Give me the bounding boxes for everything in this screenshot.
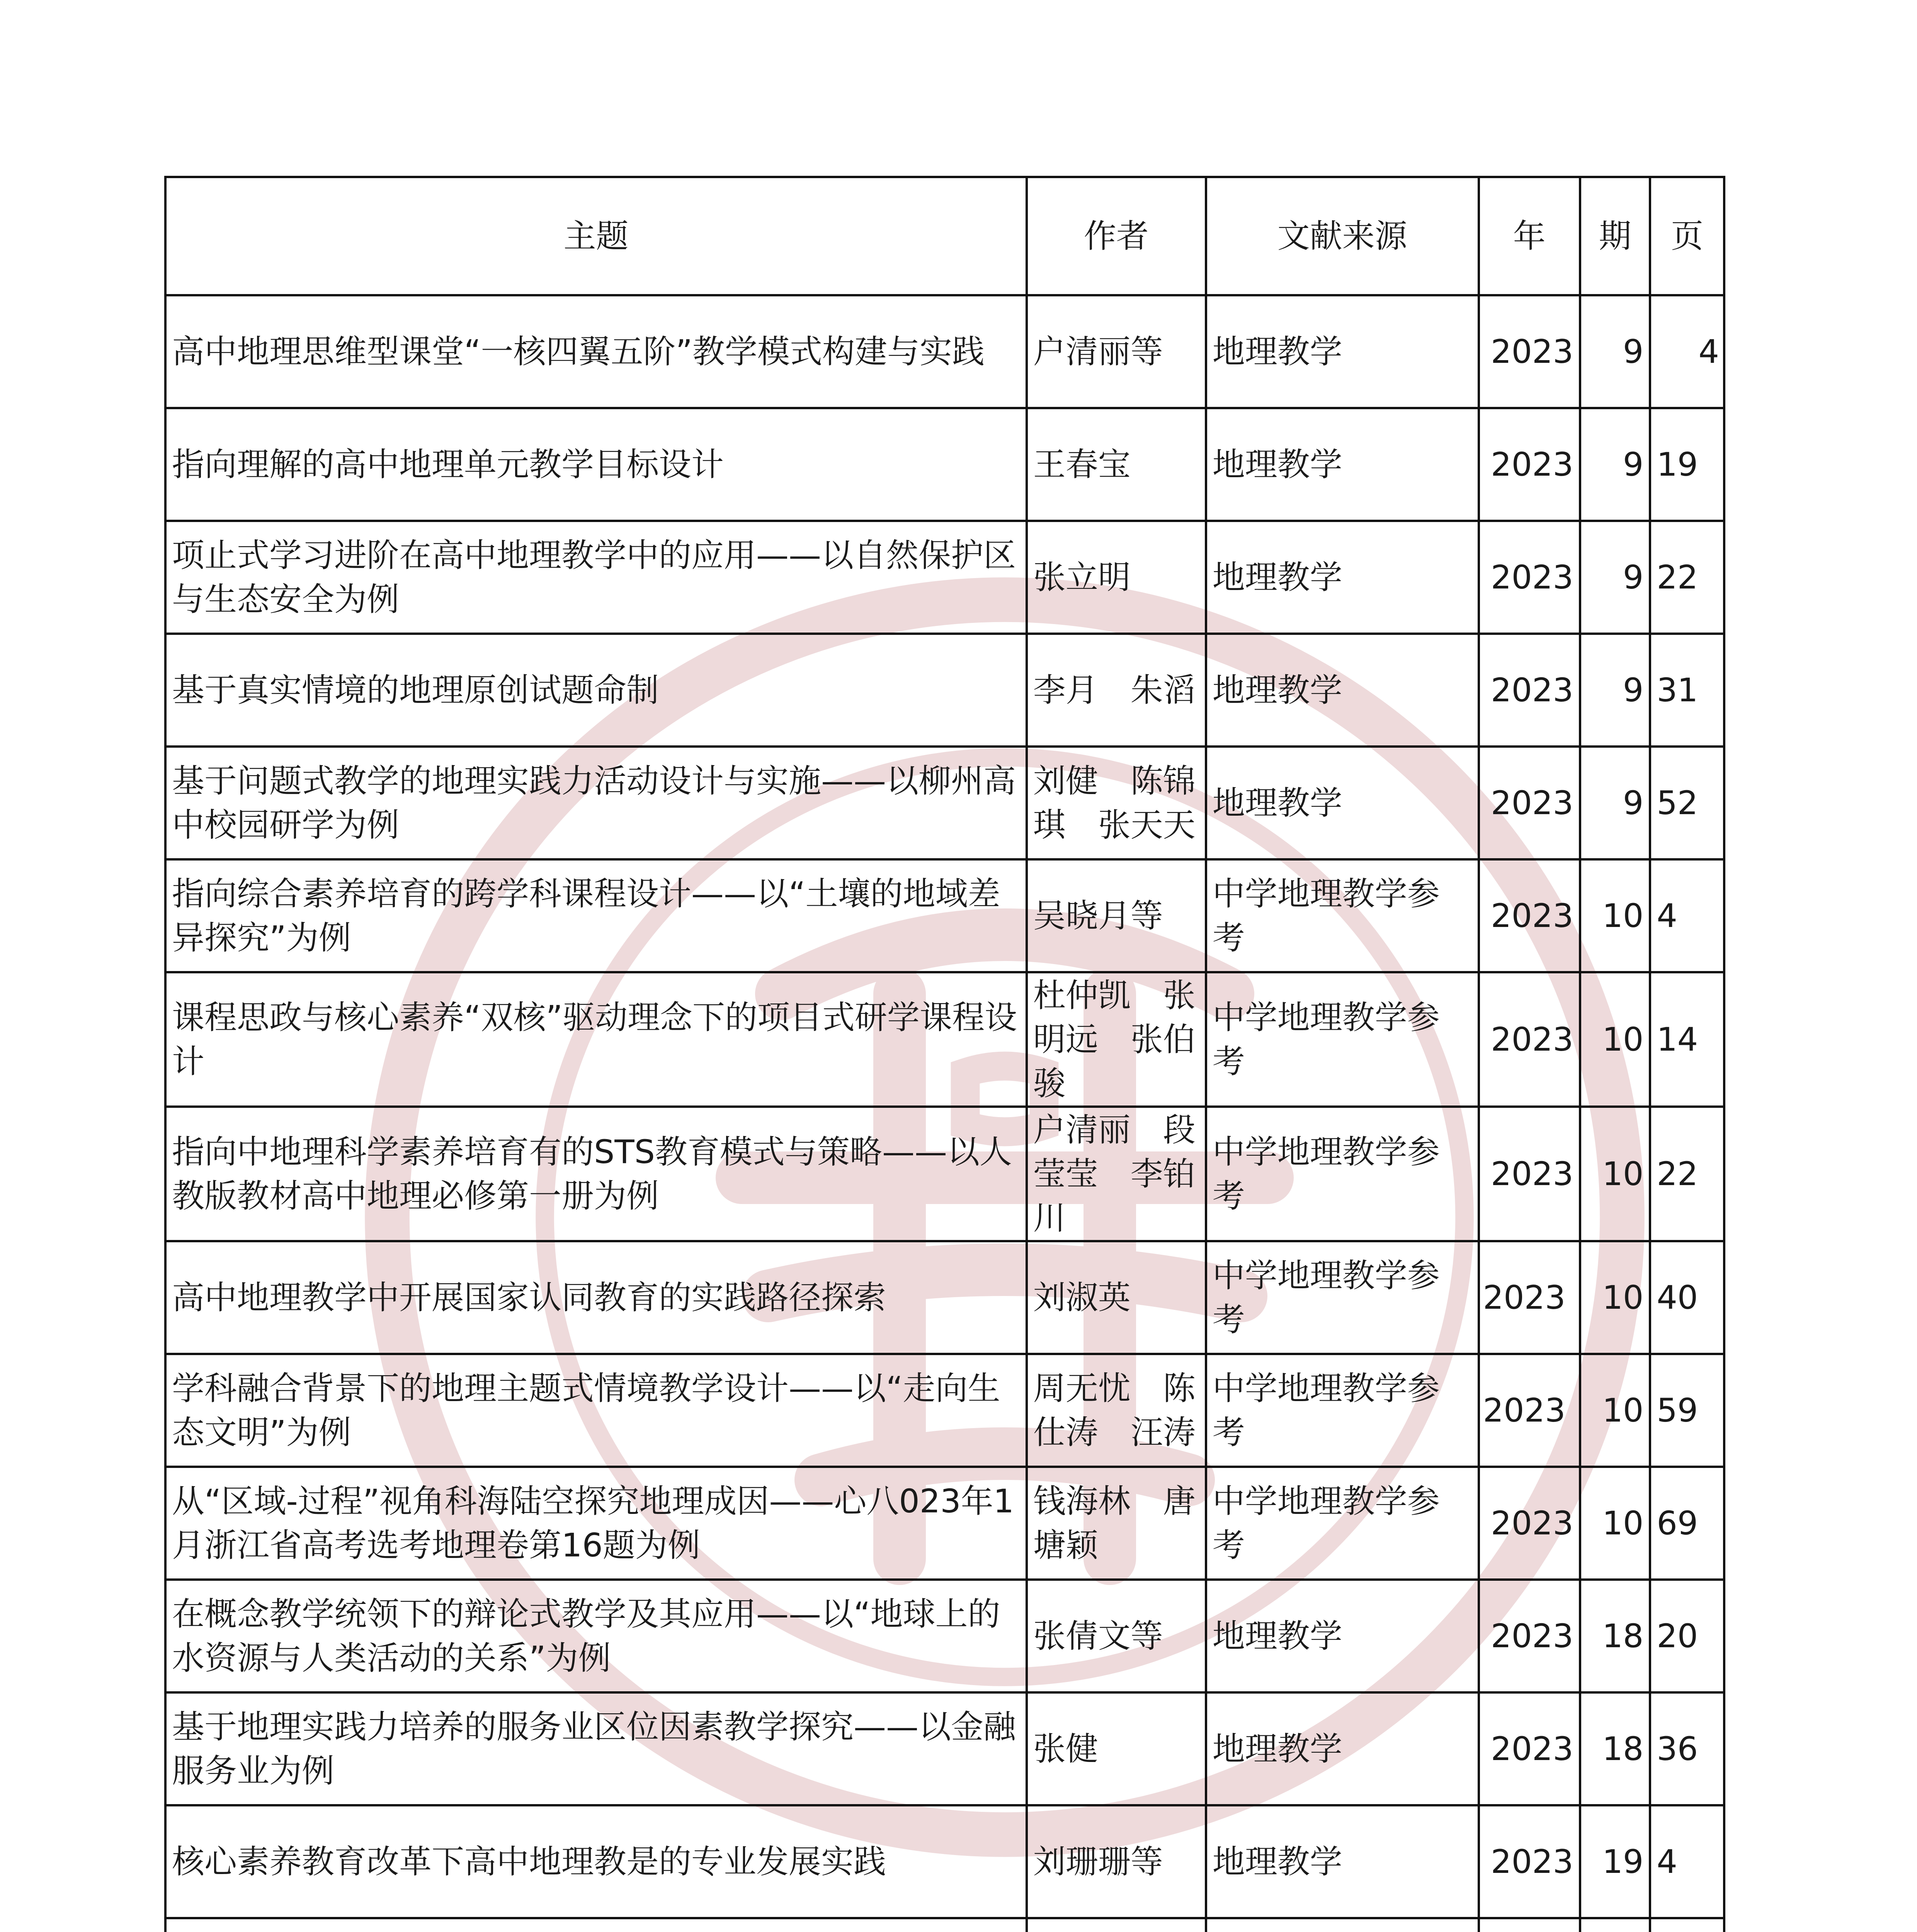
cell-year: 2023 xyxy=(1479,1241,1580,1354)
cell-page: 4 xyxy=(1650,859,1724,972)
table-row xyxy=(165,1692,1724,1805)
cell-source: 中学地理教学参考 xyxy=(1206,972,1479,1107)
table-row xyxy=(165,1354,1724,1467)
header-issue: 期 xyxy=(1580,177,1650,295)
table-row xyxy=(165,972,1724,1107)
cell-author: 周无忧 陈仕涛 汪涛 xyxy=(1027,1354,1206,1467)
table-row xyxy=(165,747,1724,859)
cell-source: 地理教学 xyxy=(1206,747,1479,859)
table-row xyxy=(165,1580,1724,1692)
header-author: 作者 xyxy=(1027,177,1206,295)
cell-issue: 9 xyxy=(1580,747,1650,859)
cell-topic: 基于真实情境的地理原创试题命制 xyxy=(165,634,1027,747)
cell-topic: 基于问题式教学的地理实践力活动设计与实施——以柳州高中校园研学为例 xyxy=(165,747,1027,859)
cell-author: 户清丽 段莹莹 李铂川 xyxy=(1027,1107,1206,1241)
cell-page: 19 xyxy=(1650,408,1724,521)
cell-source: 中学地理教学参考 xyxy=(1206,1467,1479,1580)
cell-source: 中学地理教学参考 xyxy=(1206,1107,1479,1241)
cell-page: 52 xyxy=(1650,747,1724,859)
cell-source: 地理教学 xyxy=(1206,521,1479,634)
cell-topic: 在概念教学统领下的辩论式教学及其应用——以“地球上的水资源与人类活动的关系”为例 xyxy=(165,1580,1027,1692)
cell-source: 地理教学 xyxy=(1206,1805,1479,1918)
cell-author: 钱海林 唐塘颖 xyxy=(1027,1467,1206,1580)
cell-page: 14 xyxy=(1650,972,1724,1107)
cell-year: 2023 xyxy=(1479,1354,1580,1467)
cell-year: 2023 xyxy=(1479,1805,1580,1918)
table-row xyxy=(165,1467,1724,1580)
cell-year: 2023 xyxy=(1479,1467,1580,1580)
cell-topic xyxy=(165,1918,1027,1932)
cell-year: 2023 xyxy=(1479,747,1580,859)
cell-source: 地理教学 xyxy=(1206,634,1479,747)
cell-year: 2023 xyxy=(1479,1580,1580,1692)
cell-author: 王春宝 xyxy=(1027,408,1206,521)
cell-issue: 10 xyxy=(1580,1467,1650,1580)
table-row xyxy=(165,1241,1724,1354)
cell-page: 40 xyxy=(1650,1241,1724,1354)
header-source: 文献来源 xyxy=(1206,177,1479,295)
cell-topic: 项止式学习进阶在高中地理教学中的应用——以自然保护区与生态安全为例 xyxy=(165,521,1027,634)
cell-page: 22 xyxy=(1650,1107,1724,1241)
cell-author: 刘淑英 xyxy=(1027,1241,1206,1354)
cell-source: 地理教学 xyxy=(1206,295,1479,408)
cell-author: 户清丽等 xyxy=(1027,295,1206,408)
cell-page: 4 xyxy=(1650,1805,1724,1918)
cell-topic: 指向理解的高中地理单元教学目标设计 xyxy=(165,408,1027,521)
cell-source xyxy=(1206,1918,1479,1932)
cell-issue: 19 xyxy=(1580,1805,1650,1918)
cell-page: 36 xyxy=(1650,1692,1724,1805)
cell-issue: 9 xyxy=(1580,408,1650,521)
cell-topic: 核心素养教育改革下高中地理教是的专业发展实践 xyxy=(165,1805,1027,1918)
cell-issue: 10 xyxy=(1580,1107,1650,1241)
cell-author: 杜仲凯 张明远 张伯骏 xyxy=(1027,972,1206,1107)
cell-topic: 课程思政与核心素养“双核”驱动理念下的项目式研学课程设计 xyxy=(165,972,1027,1107)
cell-year: 2023 xyxy=(1479,408,1580,521)
cell-page: 31 xyxy=(1650,634,1724,747)
table-row xyxy=(165,295,1724,408)
cell-topic: 高中地理思维型课堂“一核四翼五阶”教学模式构建与实践 xyxy=(165,295,1027,408)
table-row xyxy=(165,634,1724,747)
table-row xyxy=(165,1805,1724,1918)
header-year: 年 xyxy=(1479,177,1580,295)
table-row xyxy=(165,408,1724,521)
cell-year: 2023 xyxy=(1479,859,1580,972)
cell-topic: 学科融合背景下的地理主题式情境教学设计——以“走向生态文明”为例 xyxy=(165,1354,1027,1467)
cell-year: 2023 xyxy=(1479,1692,1580,1805)
table-header-row xyxy=(165,177,1724,295)
cell-page: 69 xyxy=(1650,1467,1724,1580)
cell-issue xyxy=(1580,1918,1650,1932)
cell-page: 20 xyxy=(1650,1580,1724,1692)
cell-issue: 10 xyxy=(1580,1354,1650,1467)
cell-issue: 10 xyxy=(1580,859,1650,972)
cell-page: 59 xyxy=(1650,1354,1724,1467)
cell-source: 地理教学 xyxy=(1206,1580,1479,1692)
cell-topic: 高中地理教学中开展国家认同教育的实践路径探索 xyxy=(165,1241,1027,1354)
cell-year: 2023 xyxy=(1479,634,1580,747)
table-row xyxy=(165,1107,1724,1241)
cell-page: 4 xyxy=(1650,295,1724,408)
cell-issue: 18 xyxy=(1580,1692,1650,1805)
cell-source: 地理教学 xyxy=(1206,408,1479,521)
cell-topic: 基于地理实践力培养的服务业区位因素教学探究——以金融服务业为例 xyxy=(165,1692,1027,1805)
header-topic: 主题 xyxy=(165,177,1027,295)
table-row xyxy=(165,1918,1724,1932)
cell-issue: 18 xyxy=(1580,1580,1650,1692)
table-row xyxy=(165,521,1724,634)
cell-year xyxy=(1479,1918,1580,1932)
table-row xyxy=(165,859,1724,972)
cell-year: 2023 xyxy=(1479,521,1580,634)
cell-issue: 10 xyxy=(1580,1241,1650,1354)
cell-topic: 指向中地理科学素养培育有的STS教育模式与策略——以人教版教材高中地理必修第一册为例 xyxy=(165,1107,1027,1241)
cell-topic: 指向综合素养培育的跨学科课程设计——以“土壤的地域差异探究”为例 xyxy=(165,859,1027,972)
cell-year: 2023 xyxy=(1479,295,1580,408)
literature-table xyxy=(164,176,1725,1932)
cell-author: 刘珊珊等 xyxy=(1027,1805,1206,1918)
cell-author: 张健 xyxy=(1027,1692,1206,1805)
cell-issue: 10 xyxy=(1580,972,1650,1107)
cell-author: 刘健 陈锦琪 张天天 xyxy=(1027,747,1206,859)
header-page: 页 xyxy=(1650,177,1724,295)
cell-year: 2023 xyxy=(1479,1107,1580,1241)
cell-page xyxy=(1650,1918,1724,1932)
cell-issue: 9 xyxy=(1580,295,1650,408)
cell-source: 中学地理教学参考 xyxy=(1206,859,1479,972)
cell-author: 张倩文等 xyxy=(1027,1580,1206,1692)
cell-author: 吴晓月等 xyxy=(1027,859,1206,972)
cell-topic: 从“区域-过程”视角科海陆空探究地理成因——心八023年1月浙江省高考选考地理卷第16题为例 xyxy=(165,1467,1027,1580)
cell-issue: 9 xyxy=(1580,634,1650,747)
cell-author: 张立明 xyxy=(1027,521,1206,634)
cell-issue: 9 xyxy=(1580,521,1650,634)
cell-source: 地理教学 xyxy=(1206,1692,1479,1805)
cell-author xyxy=(1027,1918,1206,1932)
cell-author: 李月 朱滔 xyxy=(1027,634,1206,747)
cell-year: 2023 xyxy=(1479,972,1580,1107)
cell-page: 22 xyxy=(1650,521,1724,634)
cell-source: 中学地理教学参考 xyxy=(1206,1241,1479,1354)
cell-source: 中学地理教学参考 xyxy=(1206,1354,1479,1467)
